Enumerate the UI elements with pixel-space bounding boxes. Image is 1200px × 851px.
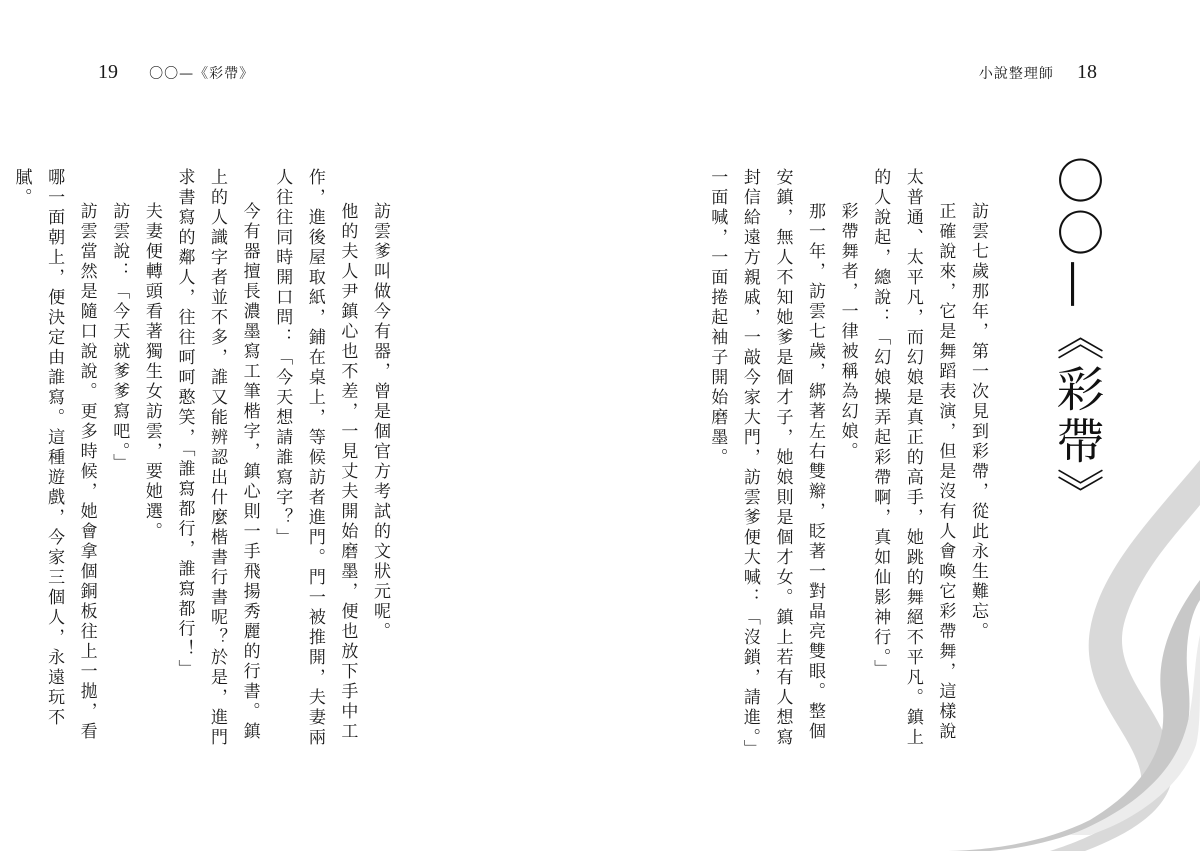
paragraph: 那一年，訪雲七歲，綁著左右雙辮，眨著一對晶亮雙眼。整個安鎮，無人不知她爹是個才子，她娘則是個才女。鎮上若有人想寫封信給遠方親戚，一敲今家大門，訪雲爹便大喊：「沒鎖，請進。」一面喊，一面捲起袖子開始磨墨。	[707, 168, 826, 751]
paragraph: 訪雲說：「今天就爹爹寫吧。」	[109, 202, 130, 474]
paragraph: 今有器擅長濃墨寫工筆楷字，鎮心則一手飛揚秀麗的行書。鎮上的人識字者並不多，誰又能辨認出什麼楷書行書呢？於是，進門求書寫的鄰人，往往呵呵憨笑，「誰寫都行，誰寫都行！」	[174, 168, 260, 748]
paragraph: 彩帶舞者，一律被稱為幻娘。	[837, 202, 858, 462]
paragraph: 夫妻便轉頭看著獨生女訪雲，要她選。	[141, 202, 162, 542]
paragraph: 訪雲當然是隨口說說。更多時候，她會拿個銅板往上一拋，看哪一面朝上，便決定由誰寫。這種遊戲，今家三個人，永遠玩不膩。	[11, 168, 97, 742]
paragraph: 訪雲七歲那年，第一次見到彩帶，從此永生難忘。	[968, 202, 988, 642]
ribbon-decoration	[900, 430, 1200, 851]
right-page-header	[979, 62, 1097, 84]
left-page-body	[11, 168, 396, 758]
ribbon-band-front	[940, 580, 1200, 851]
left-page-number: 19	[98, 61, 118, 83]
paragraph: 正確說來，它是舞蹈表演，但是沒有人會喚它彩帶舞，這樣說太普通、太平凡，而幻娘是真正的高手，她跳的舞絕不平凡。鎮上的人說起，總說：「幻娘操弄起彩帶啊，真如仙影神行。」	[870, 168, 956, 748]
paragraph: 他的夫人尹鎮心也不差，一見丈夫開始磨墨，便也放下手中工作，進後屋取紙，鋪在桌上，等候訪者進門。門一被推開，夫妻兩人往往同時開口問：「今天想請誰寫字？」	[272, 168, 358, 748]
left-header-label: 〇〇—《彩帶》	[149, 66, 255, 82]
left-page-header	[98, 62, 254, 84]
paragraph: 訪雲爹叫做今有器，曾是個官方考試的文狀元呢。	[370, 202, 390, 642]
chapter-title: 〇〇—《彩帶》	[1048, 156, 1104, 520]
right-header-label: 小說整理師	[978, 66, 1054, 82]
right-page-number: 18	[1077, 61, 1097, 83]
